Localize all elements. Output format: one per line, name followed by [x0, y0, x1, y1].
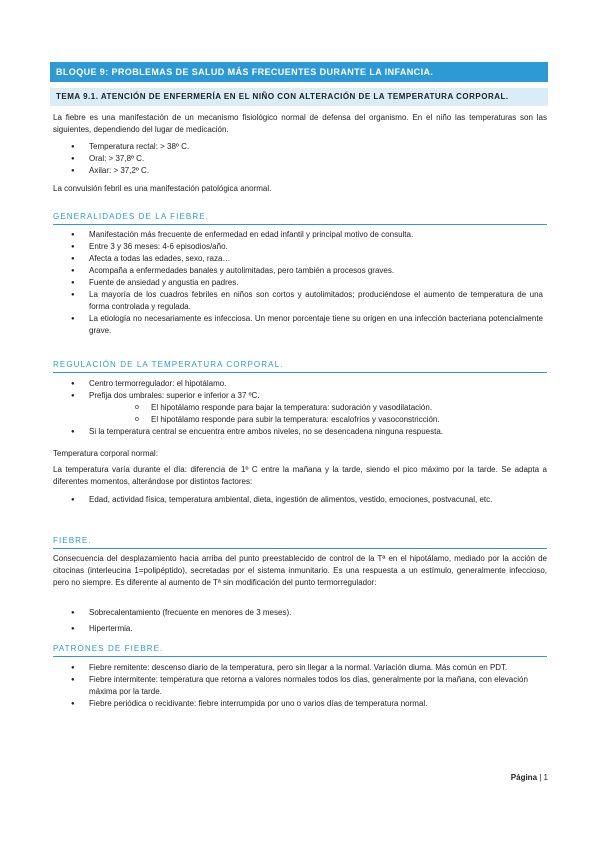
list-item: ● Si la temperatura central se encuentra entre ambos niveles, no se desencadena ninguna respuesta.	[53, 426, 543, 438]
page-number: 1	[543, 773, 548, 782]
fiebre-paragraph: Consecuencia del desplazamiento hacia arriba del punto preestablecido de control de la Tª en el hipotálamo, mediado por la acción de citocinas (interleucina 1=polipéptido), secretadas por el sistema inmunitario. Es una respuesta a un estímulo, generalmente infeccioso, pero no siempre. Es diferente al aumento de Tª sin modificación del punto termorregulador:	[53, 554, 547, 587]
sub-list	[89, 402, 543, 426]
topic-title-banner: TEMA 9.1. ATENCIÓN DE ENFERMERÍA EN EL NIÑO CON ALTERACIÓN DE LA TEMPERATURA CORPORAL.	[50, 88, 548, 106]
list-item: ● Acompaña a enfermedades banales y autolimitadas, pero también a procesos graves.	[53, 265, 543, 277]
list-item: ● Axilar: > 37,2º C.	[53, 165, 543, 177]
intro-paragraph: La fiebre es una manifestación de un mecanismo fisiológico normal de defensa del organismo. En el niño las temperaturas son las siguientes, dependiendo del lugar de medicación.	[53, 113, 547, 134]
list-item: ● Fiebre periódica o recidivante: fiebre interrumpida por uno o varios días de temperatura normal.	[53, 698, 543, 710]
convulsion-paragraph: La convulsión febril es una manifestación patológica anormal.	[53, 184, 272, 193]
list-item	[53, 390, 543, 426]
generalidades-list	[53, 229, 543, 337]
factors-list	[53, 494, 543, 506]
page-footer	[511, 773, 548, 782]
section-heading-patrones: PATRONES DE FIEBRE.	[53, 644, 164, 653]
list-item: ● La etiología no necesariamente es infecciosa. Un menor porcentaje tiene su origen en una infección bacteriana potencialmente grave.	[53, 313, 543, 337]
list-item: ● Fuente de ansiedad y angustia en padres.	[53, 277, 543, 289]
fiebre-list	[53, 607, 543, 635]
regulacion-list	[53, 378, 543, 438]
list-item-text: Prefija dos umbrales: superior e inferior a 37 ºC.	[89, 391, 260, 400]
section-divider	[53, 224, 547, 225]
normal-temperature-label: Temperatura corporal normal:	[53, 449, 158, 458]
list-item: ● Fiebre intermitente: temperatura que retorna a valores normales todos los días, generalmente por la mañana, con elevación máxima por la tarde.	[53, 674, 543, 698]
patrones-list	[53, 662, 543, 710]
list-item: ● La mayoría de los cuadros febriles en niños son cortos y autolimitados; produciéndose el aumento de temperatura de una forma controlada y regulada.	[53, 289, 543, 313]
list-item: ● Fiebre remitente: descenso diario de la temperatura, pero sin llegar a la normal. Variación diurna. Más común en PDT.	[53, 662, 543, 674]
list-item: ● Hipertermia.	[53, 623, 543, 635]
sub-list-item: o El hipotálamo responde para subir la temperatura: escalofríos y vasoconstricción.	[89, 414, 543, 426]
section-divider	[53, 372, 547, 373]
section-heading-regulacion: REGULACIÓN DE LA TEMPERATURA CORPORAL.	[53, 360, 284, 369]
page-label: Página	[510, 773, 538, 782]
list-item: ● Afecta a todas las edades, sexo, raza…	[53, 253, 543, 265]
section-divider	[53, 548, 547, 549]
list-item: ● Manifestación más frecuente de enfermedad en edad infantil y principal motivo de consulta.	[53, 229, 543, 241]
list-item: ● Centro termorregulador: el hipotálamo.	[53, 378, 543, 390]
sub-list-item: o El hipotálamo responde para bajar la temperatura: sudoración y vasodilatación.	[89, 402, 543, 414]
block-title-banner: BLOQUE 9: PROBLEMAS DE SALUD MÁS FRECUENTES DURANTE LA INFANCIA.	[50, 62, 548, 82]
list-item: ● Sobrecalentamiento (frecuente en menores de 3 meses).	[53, 607, 543, 619]
list-item: ● Edad, actividad física, temperatura ambiental, dieta, ingestión de alimentos, vestido, emociones, postvacunal, etc.	[53, 494, 543, 506]
list-item: ● Temperatura rectal: > 38º C.	[53, 141, 543, 153]
list-item: ● Oral: > 37,8º C.	[53, 153, 543, 165]
section-divider	[53, 656, 547, 657]
temperature-list	[53, 141, 543, 177]
normal-temperature-paragraph: La temperatura varía durante el día: diferencia de 1º C entre la mañana y la tarde, siendo el pico máximo por la tarde. Se adapta a diferentes momentos, alterándose por distintos factores:	[53, 465, 547, 486]
list-item: ● Entre 3 y 36 meses: 4-6 episodios/año.	[53, 241, 543, 253]
section-heading-fiebre: FIEBRE.	[53, 536, 92, 545]
footer-separator: |	[537, 773, 544, 782]
section-heading-generalidades: GENERALIDADES DE LA FIEBRE.	[53, 212, 209, 221]
